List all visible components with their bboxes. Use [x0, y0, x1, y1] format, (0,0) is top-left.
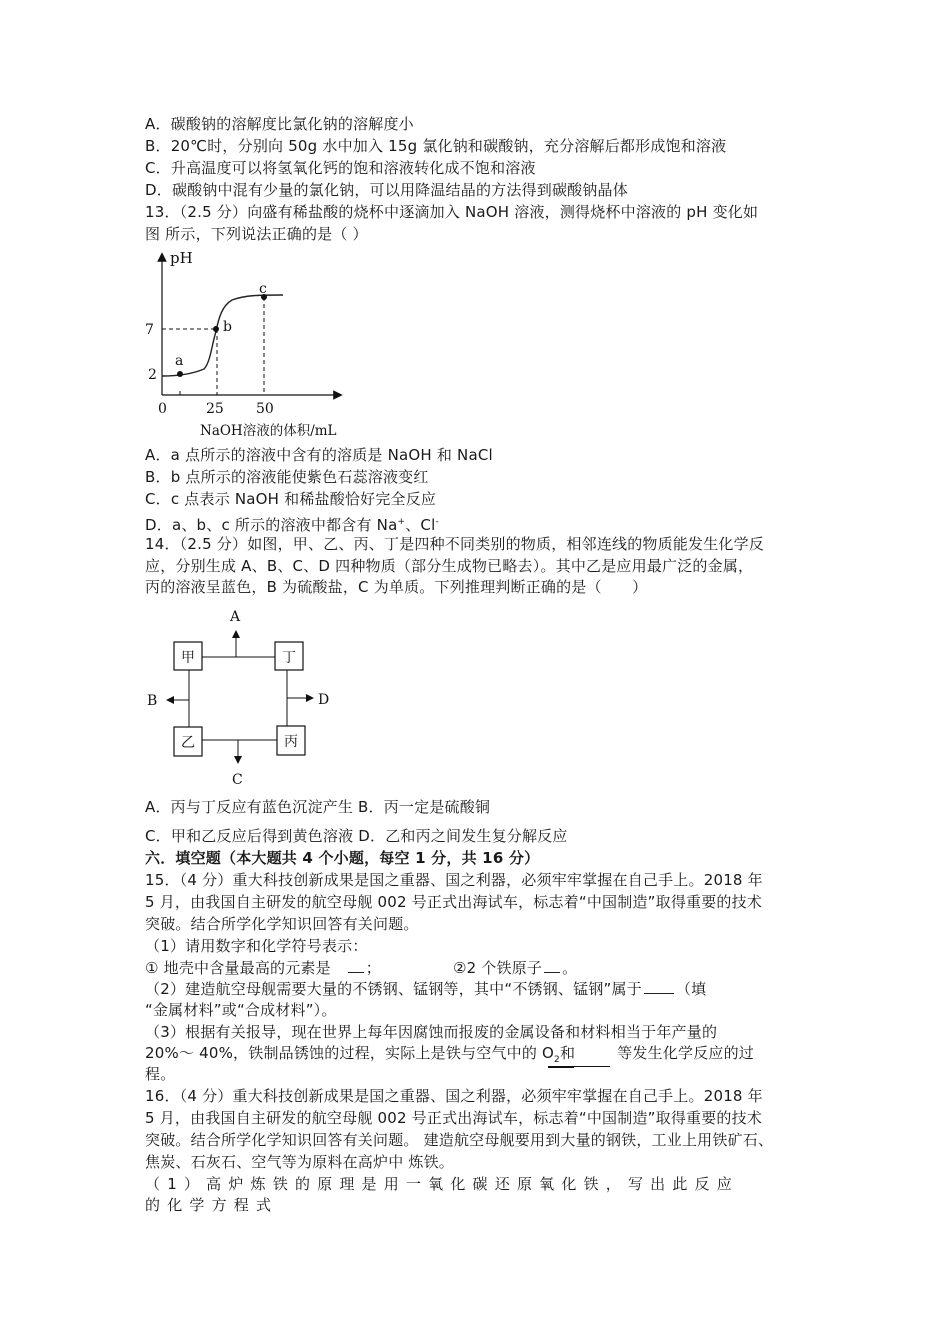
- answer-blank-rust[interactable]: [548, 1066, 574, 1068]
- reaction-diagram: [140, 600, 360, 795]
- q15-stem-line3: 突破。结合所学化学知识回答有关问题。: [145, 915, 419, 933]
- x-tick-0: 0: [158, 401, 167, 417]
- product-d: D: [318, 692, 330, 708]
- q14-stem-line2: 应，分别生成 A、B、C、D 四种物质（部分生成物已略去）。其中乙是应用最广泛的金属，: [145, 557, 754, 575]
- answer-blank-iron-atoms[interactable]: [544, 959, 560, 973]
- na-charge: +: [397, 517, 406, 527]
- q14-options-line1: A．丙与丁反应有蓝色沉淀产生 B．丙一定是硫酸铜: [145, 798, 491, 816]
- q15-stem-line2: 5 月，由我国自主研发的航空母舰 002 号正式出海试车，标志着“中国制造”取得重要的技术: [145, 893, 763, 911]
- q13-option-d-mid: 、Cl: [405, 516, 436, 534]
- y-tick-2: 2: [148, 367, 157, 383]
- q15-part2-line2: “金属材料”或“合成材料”）。: [145, 1001, 337, 1019]
- answer-blank-element[interactable]: [348, 959, 364, 973]
- label-c: c: [259, 281, 267, 297]
- product-a: A: [230, 609, 241, 625]
- box-jia: [174, 642, 202, 670]
- cl-charge: -: [435, 517, 439, 527]
- q13-stem-line1: 13．（2.5 分）向盛有稀盐酸的烧杯中逐滴加入 NaOH 溶液，测得烧杯中溶液的 pH 变化如: [145, 203, 759, 221]
- q14-options-line2: C．甲和乙反应后得到黄色溶液 D．乙和丙之间发生复分解反应: [145, 827, 568, 845]
- q13-stem-line2: 图 所示，下列说法正确的是（ ）: [145, 225, 368, 243]
- svg-text:甲: 甲: [181, 650, 195, 666]
- q13-option-a: A．a 点所示的溶液中含有的溶质是 NaOH 和 NaCl: [145, 446, 493, 464]
- q13-option-d: [145, 512, 439, 535]
- point-b: [213, 326, 219, 332]
- x-axis-label: NaOH溶液的体积/mL: [200, 423, 337, 439]
- product-c: C: [232, 772, 243, 788]
- q15-part3-line3: 程。: [145, 1065, 176, 1083]
- q15-stem-line1: 15．（4 分）重大科技创新成果是国之重器、国之利器，必须牢牢掌握在自己手上。2018 年: [145, 871, 763, 889]
- x-tick-25: 25: [206, 401, 224, 417]
- label-a: a: [175, 353, 184, 369]
- svg-text:丙: 丙: [284, 734, 298, 750]
- q16-stem-line3: 突破。结合所学化学知识回答有关问题。 建造航空母舰要用到大量的钢铁，工业上用铁矿石、: [145, 1131, 774, 1149]
- q12-option-a: A．碳酸钠的溶解度比氯化钠的溶解度小: [145, 115, 414, 133]
- q12-option-b: B．20℃时，分别向 50g 水中加入 15g 氯化钠和碳酸钠，充分溶解后都形成饱和溶液: [145, 137, 727, 155]
- box-yi: [174, 727, 202, 756]
- product-b: B: [147, 693, 158, 709]
- q13-option-b: B．b 点所示的溶液能使紫色石蕊溶液变红: [145, 468, 429, 486]
- answer-blank-rust-ext: [574, 1066, 610, 1067]
- y-axis-label: pH: [170, 249, 193, 267]
- q16-part1-line1: （1）高炉炼铁的原理是用一氧化碳还原氧化铁，写出此反应: [145, 1175, 739, 1193]
- q16-part1-line2: 的化学方程式: [145, 1196, 279, 1214]
- section-heading: 六．填空题（本大题共 4 个小题，每空 1 分，共 16 分）: [145, 849, 540, 867]
- y-tick-7: 7: [145, 322, 154, 338]
- q13-option-c: C．c 点表示 NaOH 和稀盐酸恰好完全反应: [145, 490, 437, 508]
- svg-text:丁: 丁: [282, 650, 296, 666]
- q15-part1-title: （1）请用数字和化学符号表示：: [145, 937, 368, 955]
- svg-text:乙: 乙: [181, 735, 195, 751]
- q15-part1-a: ① 地壳中含量最高的元素是: [145, 959, 331, 977]
- q16-stem-line2: 5 月，由我国自主研发的航空母舰 002 号正式出海试车，标志着“中国制造”取得重要的技术: [145, 1109, 763, 1127]
- q12-option-d: D．碳酸钠中混有少量的氯化钠，可以用降温结晶的方法得到碳酸钠晶体: [145, 181, 628, 199]
- box-ding: [275, 642, 303, 670]
- q12-option-c: C．升高温度可以将氢氧化钙的饱和溶液转化成不饱和溶液: [145, 159, 536, 177]
- answer-blank-material[interactable]: [644, 980, 674, 994]
- q15-part2-line1: （2）建造航空母舰需要大量的不锈钢、锰钢等，其中“不锈钢、锰钢”属于 （填: [145, 980, 707, 998]
- point-a: [177, 371, 183, 377]
- q15-part1-b: ②2 个铁原子: [452, 959, 543, 977]
- q15-part3-line1: （3）根据有关报导，现在世界上每年因腐蚀而报废的金属设备和材料相当于年产量的: [145, 1023, 718, 1041]
- q15-part1-items: ① 地壳中含量最高的元素是 ； ②2 个铁原子 。: [145, 959, 578, 977]
- q14-stem-line1: 14．（2.5 分）如图，甲、乙、丙、丁是四种不同类别的物质，相邻连线的物质能发生化学反: [145, 535, 765, 553]
- label-b: b: [223, 319, 232, 335]
- q16-stem-line4: 焦炭、石灰石、空气等为原料在高炉中 炼铁。: [145, 1153, 454, 1171]
- ph-chart: [140, 245, 360, 445]
- q14-stem-line3: 丙的溶液呈蓝色，B 为硫酸盐，C 为单质。下列推理判断正确的是（ ）: [145, 578, 648, 596]
- q15-part3-line2: 20%～ 40%，铁制品锈蚀的过程，实际上是铁与空气中的 $O_2$和 等发生化学反应的过: [145, 1044, 754, 1065]
- q13-option-d-prefix: D．a、b、c 所示的溶液中都含有 Na: [145, 516, 398, 534]
- q16-stem-line1: 16．（4 分）重大科技创新成果是国之重器、国之利器，必须牢牢掌握在自己手上。2018 年: [145, 1087, 763, 1105]
- o2-formula: $O_2$: [542, 1044, 560, 1065]
- box-bing: [277, 726, 305, 755]
- x-tick-50: 50: [256, 401, 274, 417]
